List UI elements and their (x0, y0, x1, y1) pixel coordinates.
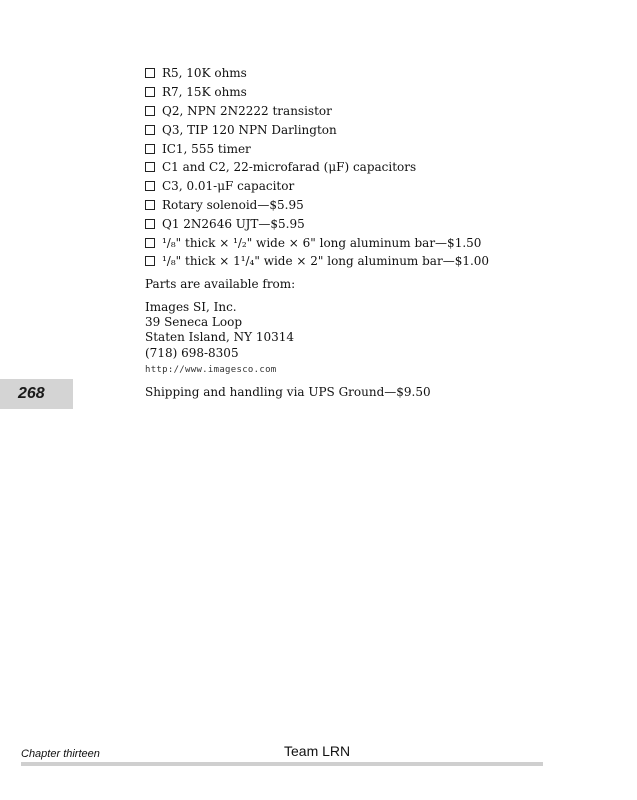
checkbox-icon (145, 256, 155, 266)
parts-list-item (145, 252, 489, 271)
checkbox-icon (145, 200, 155, 210)
availability-text: Parts are available from: (145, 277, 296, 291)
parts-list-item (145, 233, 489, 252)
footer-team: Team LRN (284, 743, 351, 759)
supplier-street: 39 Seneca Loop (145, 315, 243, 330)
supplier-url-link[interactable]: http://www.imagesco.com (145, 365, 277, 375)
shipping-text: Shipping and handling via UPS Ground—$9.50 (145, 385, 431, 399)
checkbox-icon (145, 238, 155, 248)
supplier-city: Staten Island, NY 10314 (145, 330, 295, 345)
supplier-name: Images SI, Inc. (145, 300, 237, 314)
parts-item-text: Q1 2N2646 UJT—$5.95 (162, 216, 305, 231)
parts-item-text: Q2, NPN 2N2222 transistor (162, 103, 332, 118)
supplier-address (145, 300, 294, 361)
parts-item-text: ¹/₈" thick × 1¹/₄" wide × 2" long aluminum bar—$1.00 (162, 254, 490, 269)
checkbox-icon (145, 181, 155, 191)
parts-item-text: IC1, 555 timer (162, 141, 251, 156)
parts-item-text: C1 and C2, 22-microfarad (μF) capacitors (162, 160, 417, 175)
footer-chapter: Chapter thirteen (21, 748, 100, 760)
checkbox-icon (145, 106, 155, 116)
checkbox-icon (145, 87, 155, 97)
parts-item-text: Rotary solenoid—$5.95 (162, 197, 304, 212)
parts-item-text: ¹/₈" thick × ¹/₂" wide × 6" long aluminum bar—$1.50 (162, 235, 482, 250)
supplier-phone: (718) 698-8305 (145, 345, 239, 360)
checkbox-icon (145, 144, 155, 154)
parts-list-item (145, 214, 489, 233)
parts-list-item (145, 158, 489, 177)
parts-list-item (145, 102, 489, 121)
checkbox-icon (145, 219, 155, 229)
parts-list-item (145, 120, 489, 139)
parts-list (145, 64, 489, 271)
page-number-tab (0, 379, 73, 409)
parts-list-item (145, 64, 489, 83)
checkbox-icon (145, 125, 155, 135)
parts-list-item (145, 177, 489, 196)
page-number: 268 (18, 385, 45, 402)
checkbox-icon (145, 68, 155, 78)
footer-rule (21, 762, 543, 766)
parts-list-item (145, 139, 489, 158)
parts-item-text: R5, 10K ohms (162, 66, 247, 81)
checkbox-icon (145, 162, 155, 172)
parts-item-text: Q3, TIP 120 NPN Darlington (162, 122, 337, 137)
parts-item-text: R7, 15K ohms (162, 85, 247, 100)
parts-list-item (145, 83, 489, 102)
parts-item-text: C3, 0.01-μF capacitor (162, 179, 295, 194)
parts-list-item (145, 196, 489, 215)
